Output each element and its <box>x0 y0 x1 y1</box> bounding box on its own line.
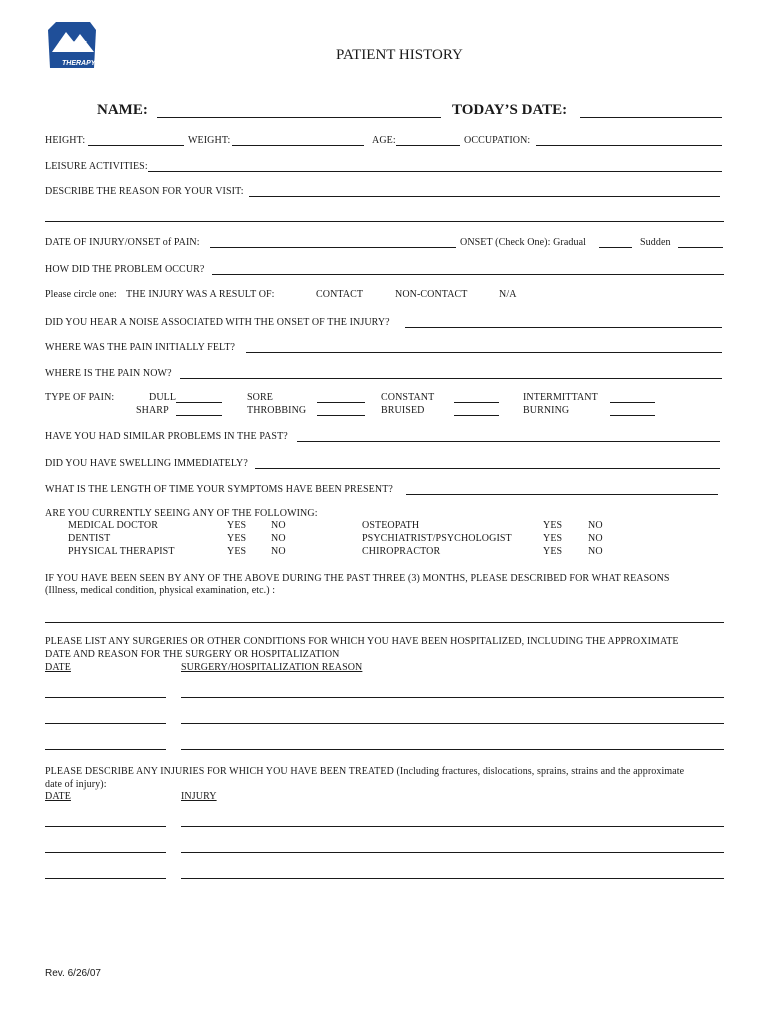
surgeries-reason-header: SURGERY/HOSPITALIZATION REASON <box>181 662 363 673</box>
pain-bruised-label: BRUISED <box>381 405 425 416</box>
pain-throbbing-field[interactable] <box>317 415 365 416</box>
height-field[interactable] <box>88 145 184 146</box>
seeing-right-0: OSTEOPATH <box>362 520 420 531</box>
injuries-injury-header: INJURY <box>181 791 217 802</box>
injury-date-field-1[interactable] <box>45 826 166 827</box>
weight-field[interactable] <box>232 145 364 146</box>
seeing-right-1-no[interactable]: NO <box>588 533 603 544</box>
seeing-right-2-yes[interactable]: YES <box>543 546 563 557</box>
sudden-field[interactable] <box>678 247 723 248</box>
leisure-label: LEISURE ACTIVITIES: <box>45 161 148 172</box>
swelling-field[interactable] <box>255 468 720 469</box>
occupation-label: OCCUPATION: <box>464 135 531 146</box>
pain-intermittant-field[interactable] <box>610 402 655 403</box>
length-field[interactable] <box>406 494 718 495</box>
injuries-date-header: DATE <box>45 791 71 802</box>
noise-field[interactable] <box>405 327 722 328</box>
similar-label: HAVE YOU HAD SIMILAR PROBLEMS IN THE PAST? <box>45 431 288 442</box>
now-field[interactable] <box>180 378 722 379</box>
height-label: HEIGHT: <box>45 135 86 146</box>
injuries-instructions-1: PLEASE DESCRIBE ANY INJURIES FOR WHICH YOU HAVE BEEN TREATED (Including fractures, dislocations, sprains, strains and the approximate <box>45 766 685 777</box>
revision-date: Rev. 6/26/07 <box>45 968 101 979</box>
how-occur-label: HOW DID THE PROBLEM OCCUR? <box>45 264 205 275</box>
injury-date-field[interactable] <box>210 247 456 248</box>
pain-type-label: TYPE OF PAIN: <box>45 392 115 403</box>
name-field[interactable] <box>157 117 441 118</box>
surgery-date-field-3[interactable] <box>45 749 166 750</box>
noise-label: DID YOU HEAR A NOISE ASSOCIATED WITH THE ONSET OF THE INJURY? <box>45 317 390 328</box>
seeing-left-0-yes[interactable]: YES <box>227 520 247 531</box>
pain-bruised-field[interactable] <box>454 415 499 416</box>
todays-date-label: TODAY’S DATE: <box>452 102 568 118</box>
swelling-label: DID YOU HAVE SWELLING IMMEDIATELY? <box>45 458 248 469</box>
pain-sore-label: SORE <box>247 392 273 403</box>
surgery-date-field-1[interactable] <box>45 697 166 698</box>
option-non-contact[interactable]: NON-CONTACT <box>395 289 468 300</box>
pain-dull-label: DULL <box>149 392 177 403</box>
surgeries-instructions-2: DATE AND REASON FOR THE SURGERY OR HOSPITALIZATION <box>45 649 340 660</box>
similar-field[interactable] <box>297 441 720 442</box>
option-contact[interactable]: CONTACT <box>316 289 364 300</box>
seen-instructions-2: (Illness, medical condition, physical examination, etc.) : <box>45 585 276 596</box>
sudden-label: Sudden <box>640 237 671 248</box>
pain-constant-label: CONSTANT <box>381 392 435 403</box>
seen-field[interactable] <box>45 622 724 623</box>
seeing-right-1: PSYCHIATRIST/PSYCHOLOGIST <box>362 533 512 544</box>
seeing-left-0-no[interactable]: NO <box>271 520 286 531</box>
seeing-right-2: CHIROPRACTOR <box>362 546 441 557</box>
seeing-right-2-no[interactable]: NO <box>588 546 603 557</box>
circle-prompt: Please circle one: <box>45 289 117 300</box>
pain-burning-field[interactable] <box>610 415 655 416</box>
initially-field[interactable] <box>246 352 722 353</box>
seeing-right-0-no[interactable]: NO <box>588 520 603 531</box>
injury-desc-field-2[interactable] <box>181 852 724 853</box>
pain-burning-label: BURNING <box>523 405 570 416</box>
name-label: NAME: <box>97 102 148 118</box>
reason-field-2[interactable] <box>45 221 724 222</box>
pain-intermittant-label: INTERMITTANT <box>523 392 598 403</box>
age-label: AGE: <box>372 135 396 146</box>
logo-therapy-text: THERAPY <box>62 60 96 67</box>
injury-desc-field-3[interactable] <box>181 878 724 879</box>
circle-lead: THE INJURY WAS A RESULT OF: <box>126 289 275 300</box>
weight-label: WEIGHT: <box>188 135 231 146</box>
reason-label: DESCRIBE THE REASON FOR YOUR VISIT: <box>45 186 244 197</box>
gradual-field[interactable] <box>599 247 632 248</box>
injury-date-field-3[interactable] <box>45 878 166 879</box>
how-occur-field[interactable] <box>212 274 724 275</box>
surgeries-instructions-1: PLEASE LIST ANY SURGERIES OR OTHER CONDITIONS FOR WHICH YOU HAVE BEEN HOSPITALIZED, INCLUDING THE APPROXIMATE <box>45 636 679 647</box>
surgeries-date-header: DATE <box>45 662 71 673</box>
page-title: PATIENT HISTORY <box>336 47 463 63</box>
seen-instructions-1: IF YOU HAVE BEEN SEEN BY ANY OF THE ABOVE DURING THE PAST THREE (3) MONTHS, PLEASE DESCRIBED FOR WHAT REASONS <box>45 573 670 584</box>
seeing-left-2: PHYSICAL THERAPIST <box>68 546 175 557</box>
surgery-date-field-2[interactable] <box>45 723 166 724</box>
surgery-reason-field-1[interactable] <box>181 697 724 698</box>
option-na[interactable]: N/A <box>499 289 517 300</box>
seeing-left-1-no[interactable]: NO <box>271 533 286 544</box>
pain-sore-field[interactable] <box>317 402 365 403</box>
elite-therapy-logo <box>44 18 100 74</box>
pain-sharp-label: SHARP <box>136 405 169 416</box>
seeing-right-0-yes[interactable]: YES <box>543 520 563 531</box>
seeing-right-1-yes[interactable]: YES <box>543 533 563 544</box>
seeing-heading: ARE YOU CURRENTLY SEEING ANY OF THE FOLLOWING: <box>45 508 318 519</box>
pain-throbbing-label: THROBBING <box>247 405 307 416</box>
onset-label: ONSET (Check One): Gradual <box>460 237 586 248</box>
seeing-left-0: MEDICAL DOCTOR <box>68 520 159 531</box>
reason-field[interactable] <box>249 196 720 197</box>
logo-elite-text: ELITE <box>58 40 87 51</box>
surgery-reason-field-2[interactable] <box>181 723 724 724</box>
seeing-left-1: DENTIST <box>68 533 111 544</box>
injury-desc-field-1[interactable] <box>181 826 724 827</box>
injury-date-field-2[interactable] <box>45 852 166 853</box>
length-label: WHAT IS THE LENGTH OF TIME YOUR SYMPTOMS HAVE BEEN PRESENT? <box>45 484 393 495</box>
surgery-reason-field-3[interactable] <box>181 749 724 750</box>
now-label: WHERE IS THE PAIN NOW? <box>45 368 172 379</box>
todays-date-field[interactable] <box>580 117 722 118</box>
pain-sharp-field[interactable] <box>176 415 222 416</box>
seeing-left-2-yes[interactable]: YES <box>227 546 247 557</box>
age-field[interactable] <box>396 145 460 146</box>
injuries-instructions-2: date of injury): <box>45 779 107 790</box>
injury-date-label: DATE OF INJURY/ONSET of PAIN: <box>45 237 200 248</box>
initially-label: WHERE WAS THE PAIN INITIALLY FELT? <box>45 342 236 353</box>
occupation-field[interactable] <box>536 145 722 146</box>
pain-constant-field[interactable] <box>454 402 499 403</box>
pain-dull-field[interactable] <box>176 402 222 403</box>
leisure-field[interactable] <box>148 171 722 172</box>
seeing-left-2-no[interactable]: NO <box>271 546 286 557</box>
seeing-left-1-yes[interactable]: YES <box>227 533 247 544</box>
